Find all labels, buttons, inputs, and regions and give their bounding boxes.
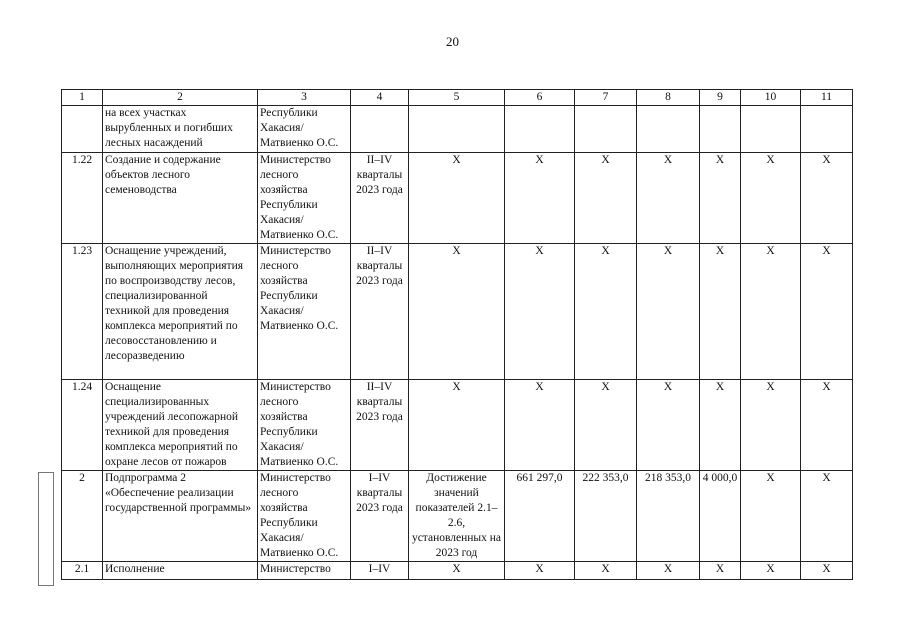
table-row <box>62 380 853 471</box>
table-row <box>62 244 853 380</box>
header-cell: 8 <box>637 90 700 106</box>
header-cell: 2 <box>103 90 258 106</box>
event-name: Создание и содержание объектов лесного семеноводства <box>103 153 258 244</box>
header-cell: 7 <box>575 90 637 106</box>
plan-table <box>61 89 853 580</box>
period: I–IV кварталы 2023 года <box>351 471 409 562</box>
col-8-value: 218 353,0 <box>637 471 700 562</box>
col-6-value <box>505 106 575 153</box>
row-number: 1.24 <box>62 380 103 471</box>
header-cell: 4 <box>351 90 409 106</box>
responsible: Министерство <box>258 562 351 580</box>
event-name: Оснащение учреждений, выполняющих мероприятия по воспроизводству лесов, специализированной техникой для проведения комплекса мероприятий по лесовосстановлению и лесоразведению <box>103 244 258 380</box>
result: Достижение значений показателей 2.1–2.6, установленных на 2023 год <box>409 471 505 562</box>
col-7-value: Х <box>575 153 637 244</box>
period: I–IV <box>351 562 409 580</box>
col-10-value: Х <box>741 562 801 580</box>
header-cell: 11 <box>801 90 853 106</box>
col-8-value: Х <box>637 153 700 244</box>
row-number <box>62 106 103 153</box>
col-11-value: Х <box>801 153 853 244</box>
col-8-value <box>637 106 700 153</box>
result <box>409 106 505 153</box>
row-number: 1.23 <box>62 244 103 380</box>
col-10-value: Х <box>741 244 801 380</box>
col-10-value: Х <box>741 380 801 471</box>
col-9-value: 4 000,0 <box>700 471 741 562</box>
row-number: 2.1 <box>62 562 103 580</box>
result: Х <box>409 244 505 380</box>
page-number: 20 <box>446 34 459 49</box>
table-row <box>62 471 853 562</box>
header-cell: 5 <box>409 90 505 106</box>
col-7-value: 222 353,0 <box>575 471 637 562</box>
col-10-value: Х <box>741 471 801 562</box>
table-row <box>62 153 853 244</box>
col-6-value: Х <box>505 380 575 471</box>
col-9-value: Х <box>700 380 741 471</box>
row-number: 2 <box>62 471 103 562</box>
margin-stamp <box>12 472 54 584</box>
col-11-value: Х <box>801 471 853 562</box>
event-name: Подпрограмма 2 «Обеспечение реализации государственной программы» <box>103 471 258 562</box>
col-11-value: Х <box>801 380 853 471</box>
col-11-value: Х <box>801 562 853 580</box>
period <box>351 106 409 153</box>
result: Х <box>409 380 505 471</box>
row-number: 1.22 <box>62 153 103 244</box>
period: II–IV кварталы 2023 года <box>351 380 409 471</box>
col-9-value: Х <box>700 244 741 380</box>
col-11-value: Х <box>801 244 853 380</box>
col-10-value <box>741 106 801 153</box>
responsible: Министерство лесного хозяйства Республики Хакасия/ Матвиенко О.С. <box>258 380 351 471</box>
event-name: на всех участках вырубленных и погибших лесных насаждений <box>103 106 258 153</box>
col-10-value: Х <box>741 153 801 244</box>
col-9-value: Х <box>700 562 741 580</box>
event-name: Оснащение специализированных учреждений лесопожарной техникой для проведения комплекса мероприятий по охране лесов от пожаров <box>103 380 258 471</box>
period: II–IV кварталы 2023 года <box>351 244 409 380</box>
table-row <box>62 106 853 153</box>
col-11-value <box>801 106 853 153</box>
col-6-value: Х <box>505 153 575 244</box>
header-cell: 10 <box>741 90 801 106</box>
col-6-value: Х <box>505 562 575 580</box>
stamp-box <box>38 472 54 586</box>
col-7-value <box>575 106 637 153</box>
col-6-value: Х <box>505 244 575 380</box>
col-7-value: Х <box>575 244 637 380</box>
responsible: Министерство лесного хозяйства Республики Хакасия/ Матвиенко О.С. <box>258 471 351 562</box>
header-cell: 6 <box>505 90 575 106</box>
result: Х <box>409 153 505 244</box>
result: Х <box>409 562 505 580</box>
header-cell: 3 <box>258 90 351 106</box>
header-cell: 1 <box>62 90 103 106</box>
col-9-value: Х <box>700 153 741 244</box>
col-6-value: 661 297,0 <box>505 471 575 562</box>
col-8-value: Х <box>637 380 700 471</box>
table-row <box>62 562 853 580</box>
header-row <box>62 90 853 106</box>
col-7-value: Х <box>575 562 637 580</box>
header-cell: 9 <box>700 90 741 106</box>
col-8-value: Х <box>637 244 700 380</box>
responsible: Министерство лесного хозяйства Республики Хакасия/ Матвиенко О.С. <box>258 153 351 244</box>
col-7-value: Х <box>575 380 637 471</box>
event-name: Исполнение <box>103 562 258 580</box>
responsible: Министерство лесного хозяйства Республики Хакасия/ Матвиенко О.С. <box>258 244 351 380</box>
responsible: Республики Хакасия/ Матвиенко О.С. <box>258 106 351 153</box>
period: II–IV кварталы 2023 года <box>351 153 409 244</box>
col-9-value <box>700 106 741 153</box>
col-8-value: Х <box>637 562 700 580</box>
